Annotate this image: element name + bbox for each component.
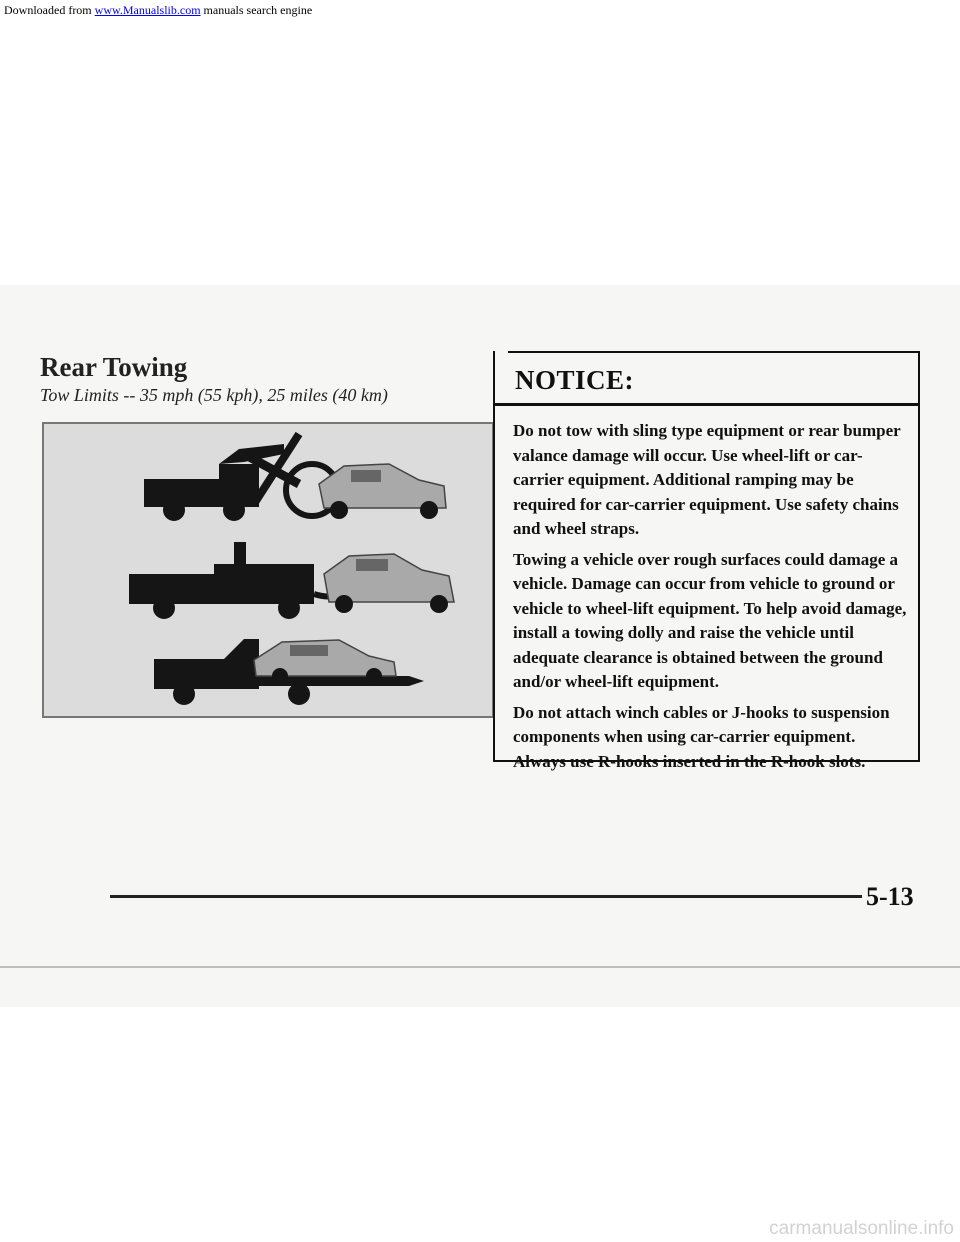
notice-paragraph: Do not tow with sling type equipment or rear bumper valance damage will occur. Use wheel-lift or car-carrier equipment. Additional ramping may be required for car-carrier equipment. Use safety chains and wheel straps. (513, 421, 901, 538)
notice-heading: NOTICE: (515, 365, 635, 395)
towing-illustration (42, 422, 494, 718)
page-edge-line (0, 966, 960, 968)
notice-divider (495, 403, 920, 406)
footer-rule (110, 895, 862, 898)
banner-suffix: manuals search engine (200, 3, 313, 17)
manualslib-link[interactable]: www.Manualslib.com (94, 3, 201, 17)
page-number: 5-13 (866, 882, 914, 911)
section-title: Rear Towing (40, 352, 188, 382)
notice-paragraph: Towing a vehicle over rough surfaces could damage a vehicle. Damage can occur from vehicle to ground or vehicle to wheel-lift equipment. To help avoid damage, install a towing dolly and raise the vehicle until adequate clearance is obtained between the ground and/or wheel-lift equipment. (513, 549, 907, 691)
site-watermark: carmanualsonline.info (769, 1218, 954, 1239)
towing-methods-drawing (44, 424, 492, 716)
banner-prefix: Downloaded from (4, 3, 95, 17)
notice-paragraph: Do not attach winch cables or J-hooks to suspension components when using car-carrier equipment. Always use R-hooks inserted in the R-hook slots. (513, 702, 890, 771)
tow-limits-text: Tow Limits -- 35 mph (55 kph), 25 miles (40 km) (40, 385, 388, 405)
download-banner (4, 3, 312, 18)
notice-box (493, 351, 920, 771)
notice-body (513, 419, 908, 780)
